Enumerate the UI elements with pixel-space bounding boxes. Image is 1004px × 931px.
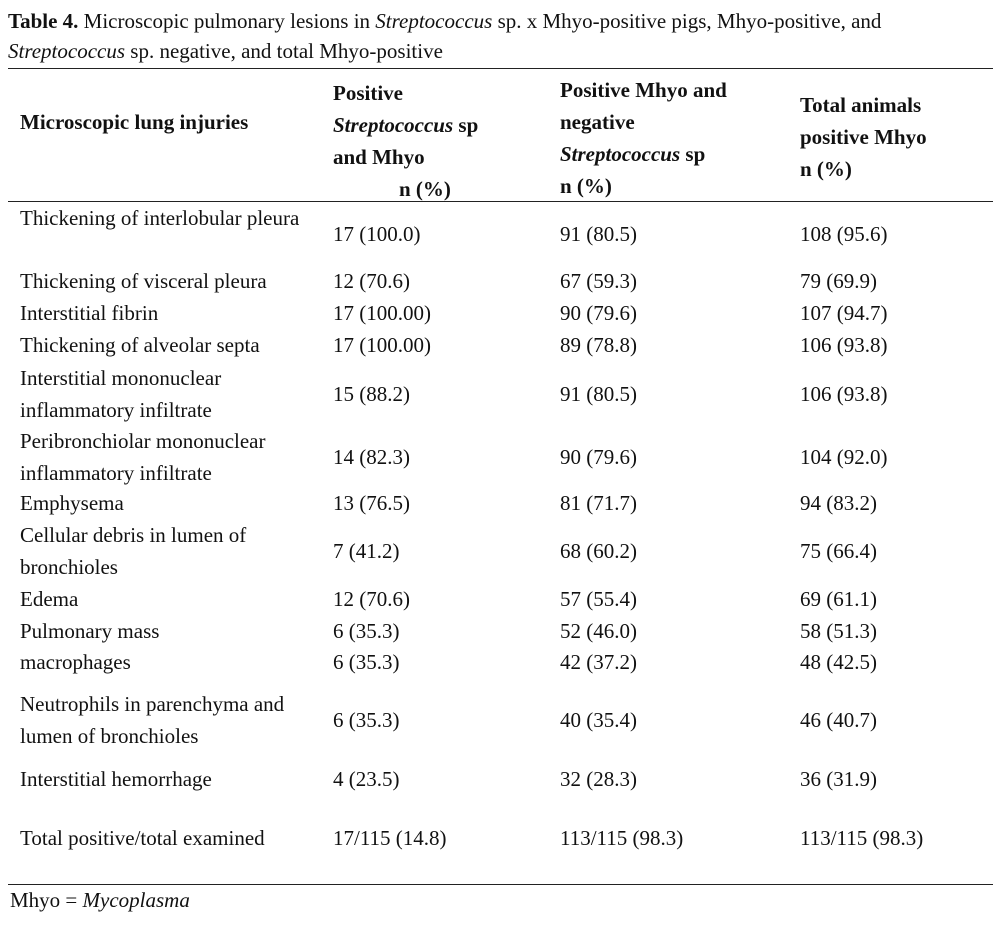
- total-mhyo-cell: 104 (92.0): [800, 445, 888, 469]
- mhyo-neg-strep-cell: 42 (37.2): [560, 650, 637, 674]
- mhyo-neg-strep-cell: 32 (28.3): [560, 767, 637, 791]
- total-mhyo-cell: 36 (31.9): [800, 767, 877, 791]
- strep-mhyo-cell: 14 (82.3): [333, 445, 410, 469]
- total-mhyo-cell: 58 (51.3): [800, 619, 877, 643]
- injury-cell: Neutrophils in parenchyma and lumen of bronchioles: [20, 692, 285, 748]
- total-mhyo-cell: 75 (66.4): [800, 539, 877, 563]
- footnote: Mhyo = Mycoplasma: [10, 888, 190, 912]
- mhyo-neg-strep-cell: 57 (55.4): [560, 587, 637, 611]
- header-total-mhyo: Total animals positive Mhyo n (%): [800, 93, 927, 181]
- header-mhyo-neg-strep: Positive Mhyo and negative Streptococcus sp n (%): [560, 78, 727, 198]
- strep-mhyo-cell: 17 (100.0): [333, 222, 421, 246]
- mhyo-neg-strep-cell: 91 (80.5): [560, 382, 637, 406]
- strep-mhyo-cell: 6 (35.3): [333, 619, 400, 643]
- mhyo-neg-strep-cell: 40 (35.4): [560, 708, 637, 732]
- mhyo-neg-strep-cell: 81 (71.7): [560, 491, 637, 515]
- strep-mhyo-cell: 6 (35.3): [333, 708, 400, 732]
- total-mhyo-cell: 48 (42.5): [800, 650, 877, 674]
- injury-cell: Thickening of interlobular pleura: [20, 206, 300, 230]
- total-mhyo-cell: 94 (83.2): [800, 491, 877, 515]
- injury-cell: Peribronchiolar mononuclear inflammatory infiltrate: [20, 429, 266, 485]
- header-injuries: Microscopic lung injuries: [20, 110, 249, 134]
- total-mhyo-cell: 46 (40.7): [800, 708, 877, 732]
- mhyo-neg-strep-cell: 90 (79.6): [560, 445, 637, 469]
- total-mhyo-cell: 108 (95.6): [800, 222, 888, 246]
- strep-mhyo-cell: 17 (100.00): [333, 333, 431, 357]
- injury-cell: Emphysema: [20, 491, 124, 515]
- bottom-rule: [8, 884, 993, 885]
- mhyo-neg-strep-cell: 68 (60.2): [560, 539, 637, 563]
- injury-cell: macrophages: [20, 650, 131, 674]
- injury-cell: Thickening of alveolar septa: [20, 333, 260, 357]
- total-mhyo-cell: 79 (69.9): [800, 269, 877, 293]
- strep-mhyo-cell: 6 (35.3): [333, 650, 400, 674]
- strep-mhyo-cell: 13 (76.5): [333, 491, 410, 515]
- mhyo-neg-strep-cell: 91 (80.5): [560, 222, 637, 246]
- mhyo-neg-strep-cell: 90 (79.6): [560, 301, 637, 325]
- top-rule: [8, 68, 993, 69]
- injury-cell: Pulmonary mass: [20, 619, 160, 643]
- header-strep-mhyo: Positive Streptococcus sp and Mhyo n (%): [333, 81, 479, 201]
- total-mhyo-cell: 69 (61.1): [800, 587, 877, 611]
- injury-cell: Total positive/total examined: [20, 826, 265, 850]
- injury-cell: Interstitial mononuclear inflammatory infiltrate: [20, 366, 222, 422]
- strep-mhyo-cell: 12 (70.6): [333, 269, 410, 293]
- mhyo-neg-strep-cell: 89 (78.8): [560, 333, 637, 357]
- total-mhyo-cell: 106 (93.8): [800, 382, 888, 406]
- injury-cell: Interstitial fibrin: [20, 301, 159, 325]
- strep-mhyo-cell: 12 (70.6): [333, 587, 410, 611]
- strep-mhyo-cell: 7 (41.2): [333, 539, 400, 563]
- mhyo-neg-strep-cell: 113/115 (98.3): [560, 826, 684, 850]
- strep-mhyo-cell: 15 (88.2): [333, 382, 410, 406]
- mhyo-neg-strep-cell: 52 (46.0): [560, 619, 637, 643]
- table-caption: Table 4. Microscopic pulmonary lesions in Streptococcus sp. x Mhyo-positive pigs, Mhyo-positive, and Streptococcus sp. negative, and total Mhyo-positive: [8, 9, 882, 63]
- mhyo-neg-strep-cell: 67 (59.3): [560, 269, 637, 293]
- injury-cell: Edema: [20, 587, 79, 611]
- total-mhyo-cell: 106 (93.8): [800, 333, 888, 357]
- injury-cell: Cellular debris in lumen of bronchioles: [20, 523, 247, 579]
- injury-cell: Interstitial hemorrhage: [20, 767, 212, 791]
- injury-cell: Thickening of visceral pleura: [20, 269, 267, 293]
- strep-mhyo-cell: 17 (100.00): [333, 301, 431, 325]
- total-mhyo-cell: 107 (94.7): [800, 301, 888, 325]
- strep-mhyo-cell: 17/115 (14.8): [333, 826, 447, 850]
- total-mhyo-cell: 113/115 (98.3): [800, 826, 924, 850]
- strep-mhyo-cell: 4 (23.5): [333, 767, 400, 791]
